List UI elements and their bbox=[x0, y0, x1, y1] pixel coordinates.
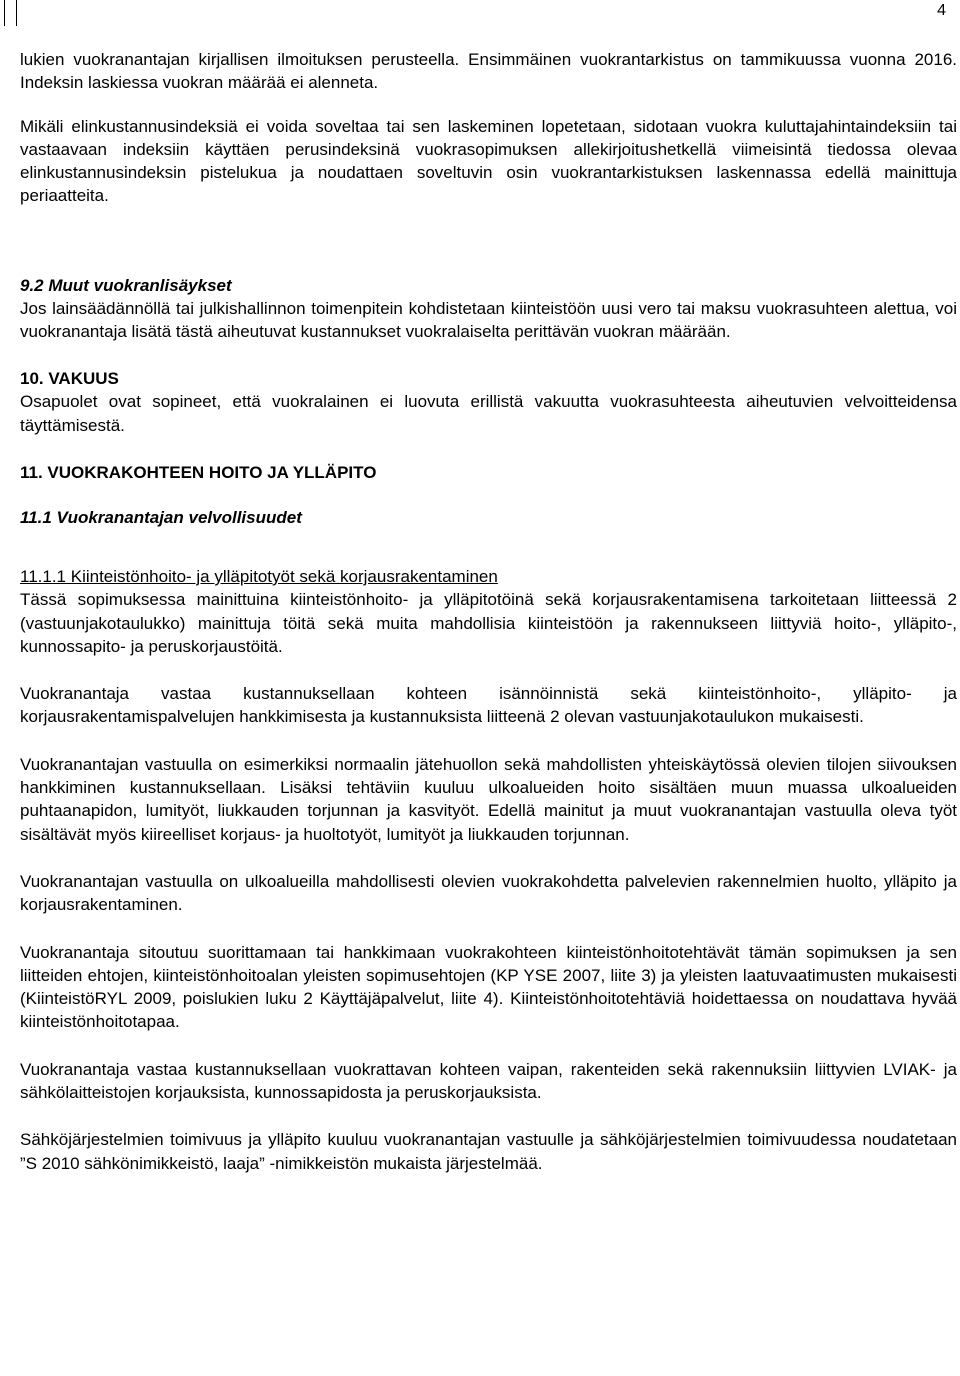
paragraph: Vuokranantaja vastaa kustannuksellaan kohteen isännöinnistä sekä kiinteistönhoito-, ylläpito- ja korjausrakentamispalvelujen hankkimisesta ja kustannuksista liitteenä 2 olevan vastuunjakotaulukon mukaisesti. bbox=[20, 684, 957, 727]
paragraph: Jos lainsäädännöllä tai julkishallinnon toimenpitein kohdistetaan kiinteistöön uusi vero tai maksu vuokrasuhteen alettua, voi vuokranantaja lisätä tästä aiheutuvat kustannukset vuokralaiselta perittävän vuokran määrään. bbox=[20, 298, 957, 342]
section-heading: 10. VAKUUS bbox=[20, 369, 119, 389]
paragraph: Osapuolet ovat sopineet, että vuokralainen ei luovuta erillistä vakuutta vuokrasuhteesta aiheutuvien velvoitteidensa täyttämisestä. bbox=[20, 392, 957, 435]
paragraph: Vuokranantaja sitoutuu suorittamaan tai hankkimaan vuokrakohteen kiinteistönhoitotehtävät tämän sopimuksen ja sen liitteiden ehtojen, kiinteistönhoitoalan yleisten sopimusehtojen (KP YSE 2007, liite 3) ja yleisten laatuvaatimusten mukaisesti (KiinteistöRYL 2009, poislukien luku 2 Käyttäjäpalvelut, liite 4). Kiinteistönhoitotehtäviä hoidettaessa on noudattava hyvää kiinteistönhoitotapaa. bbox=[20, 942, 957, 1032]
page-corner-mark bbox=[4, 0, 5, 26]
section-heading: 11. VUOKRAKOHTEEN HOITO JA YLLÄPITO bbox=[20, 462, 377, 482]
paragraph: Vuokranantajan vastuulla on ulkoalueilla mahdollisesti olevien vuokrakohdetta palvelevien rakennelmien huolto, ylläpito ja korjausrakentaminen. bbox=[20, 871, 957, 915]
paragraph: lukien vuokranantajan kirjallisen ilmoituksen perusteella. Ensimmäinen vuokrantarkistus on tammikuussa vuonna 2016. Indeksin laskiessa vuokran määrää ei alenneta. bbox=[20, 50, 957, 93]
subsection-heading: 11.1 Vuokranantajan velvollisuudet bbox=[20, 507, 302, 527]
paragraph: Vuokranantajan vastuulla on esimerkiksi normaalin jätehuollon sekä mahdollisten yhteiskäytössä olevien tilojen siivouksen hankkiminen kustannuksellaan. Lisäksi tehtäviin kuuluu ulkoalueiden hoito sisältäen muun muassa ulkoalueiden puhtaanapidon, lumityöt, liukkauden torjunnan ja kasvityöt. Edellä mainitut ja muut vuokranantajan vastuulla oleva työt sisältävät myös kiireelliset korjaus- ja huoltotyöt, lumityöt ja liukkauden torjunnan. bbox=[20, 754, 957, 844]
page-corner-mark bbox=[16, 0, 17, 26]
page-number: 4 bbox=[937, 2, 946, 19]
paragraph: Vuokranantaja vastaa kustannuksellaan vuokrattavan kohteen vaipan, rakenteiden sekä rakennuksiin liittyvien LVIAK- ja sähkölaitteistojen korjauksista, kunnossapidosta ja peruskorjauksista. bbox=[20, 1059, 957, 1103]
paragraph: Mikäli elinkustannusindeksiä ei voida soveltaa tai sen laskeminen lopetetaan, sidotaan vuokra kuluttajahintaindeksiin tai vastaavaan indeksiin käyttäen perusindeksinä vuokrasopimuksen allekirjoitushetkellä viimeisintä tiedossa olevaa elinkustannusindeksin pistelukua ja noudattaen soveltuvin osin vuokrantarkistuksen laskennassa edellä mainittuja periaatteita. bbox=[20, 116, 957, 206]
document-body bbox=[20, 48, 957, 1175]
paragraph: Sähköjärjestelmien toimivuus ja ylläpito kuuluu vuokranantajan vastuulle ja sähköjärjestelmien toimivuudessa noudatetaan ”S 2010 sähkönimikkeistö, laaja” -nimikkeistön mukaista järjestelmää. bbox=[20, 1130, 957, 1173]
subsubsection-heading: 11.1.1 Kiinteistönhoito- ja ylläpitotyöt sekä korjausrakentaminen bbox=[20, 566, 498, 586]
section-heading: 9.2 Muut vuokranlisäykset bbox=[20, 275, 232, 295]
paragraph: Tässä sopimuksessa mainittuina kiinteistönhoito- ja ylläpitotöinä sekä korjausrakentamisena tarkoitetaan liitteessä 2 (vastuunjakotaulukko) mainittuja töitä sekä muita mahdollisia kiinteistöön ja rakennukseen liittyviä hoito-, ylläpito-, kunnossapito- ja peruskorjaustöitä. bbox=[20, 590, 957, 656]
